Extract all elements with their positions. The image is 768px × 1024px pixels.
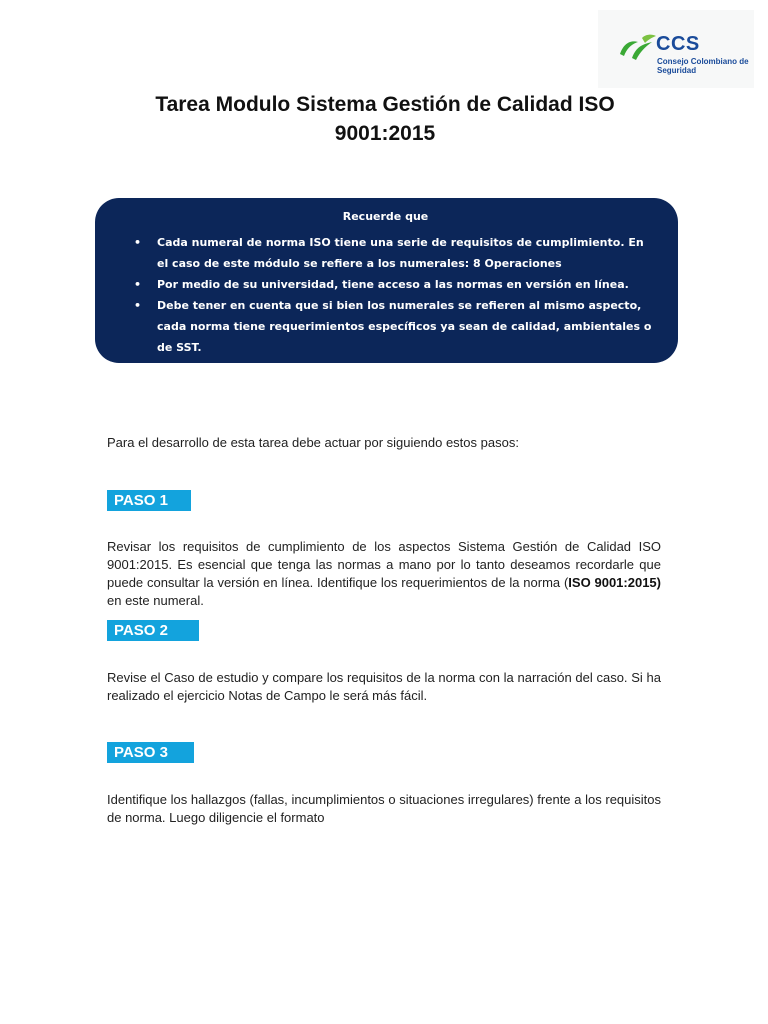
step-2-badge: PASO 2 — [107, 620, 199, 641]
leaf-icon — [618, 32, 658, 62]
intro-text: Para el desarrollo de esta tarea debe actuar por siguiendo estos pasos: — [107, 435, 519, 450]
page-title: Tarea Modulo Sistema Gestión de Calidad ISO 9001:2015 — [155, 93, 615, 145]
callout-item: • Debe tener en cuenta que si bien los numerales se refieren al mismo aspecto, cada norma tiene requerimientos específicos ya sean de calidad, ambientales o de SST. — [157, 295, 658, 358]
step-1-badge: PASO 1 — [107, 490, 191, 511]
step-1-text — [107, 538, 661, 610]
step-1-text-a: Revisar los requisitos de cumplimiento de los aspectos Sistema Gestión de Calidad ISO 9001:2015. Es esencial que tenga las normas a mano por lo tanto deseamos recordarle que puede consultar la versión en línea. Identifique los requerimientos de la norma ( — [107, 539, 661, 590]
step-1-text-bold: ISO 9001:2015) — [568, 575, 661, 590]
reminder-callout — [95, 198, 678, 363]
callout-item: • Cada numeral de norma ISO tiene una serie de requisitos de cumplimiento. En el caso de este módulo se refiere a los numerales: 8 Operaciones — [157, 232, 658, 274]
step-1-text-b: en este numeral. — [107, 593, 204, 608]
step-3-badge: PASO 3 — [107, 742, 194, 763]
logo-acronym: CCS — [656, 33, 700, 55]
logo-name: Consejo Colombiano de Seguridad — [657, 57, 749, 75]
callout-item: • Por medio de su universidad, tiene acceso a las normas en versión en línea. — [157, 274, 658, 295]
step-3-text: Identifique los hallazgos (fallas, incumplimientos o situaciones irregulares) frente a los requisitos de norma. Luego diligencie el formato — [107, 792, 661, 825]
callout-list — [113, 232, 658, 358]
callout-heading: Recuerde que — [342, 210, 429, 223]
ccs-logo — [598, 10, 754, 88]
step-2-text: Revise el Caso de estudio y compare los requisitos de la norma con la narración del caso. Si ha realizado el ejercicio Notas de Campo le será más fácil. — [107, 670, 661, 703]
